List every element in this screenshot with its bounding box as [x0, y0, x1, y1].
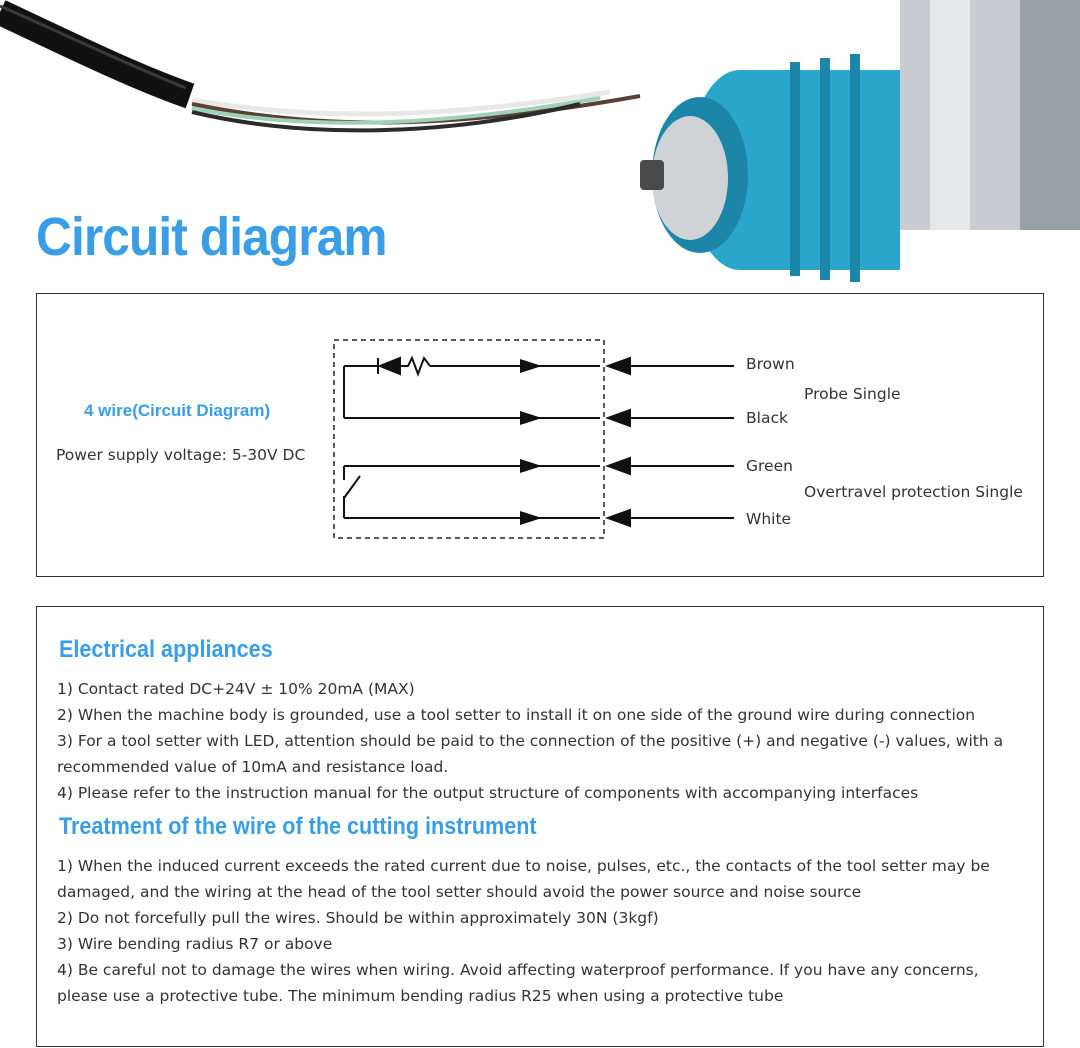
enclosure-outline: [334, 340, 604, 538]
treatment-item: 4) Be careful not to damage the wires when wiring. Avoid affecting waterproof performance. If you have any concerns, please use a protective tube. The minimum bending radius R25 when using a protective tube: [57, 961, 979, 1005]
cable-image: [0, 6, 640, 130]
diagram-subtitle: 4 wire(Circuit Diagram): [84, 401, 271, 420]
treatment-item: 3) Wire bending radius R7 or above: [57, 935, 333, 953]
treatment-item: 1) When the induced current exceeds the rated current due to noise, pulses, etc., the contacts of the tool setter may be damaged, and the wiring at the head of the tool setter should avoid the power source and noise source: [57, 857, 990, 901]
electrical-heading: Electrical appliances: [59, 636, 273, 663]
overtravel-switch: [344, 466, 600, 518]
circuit-schematic: [320, 330, 760, 550]
treatment-item: 2) Do not forcefully pull the wires. Should be within approximately 30N (3kgf): [57, 909, 659, 927]
wire-label-green: Green: [746, 457, 793, 475]
wire-label-white: White: [746, 510, 792, 528]
probe-circuit: [344, 358, 600, 418]
tool-setter-image: [640, 0, 1080, 282]
connector-arrows: [608, 358, 734, 526]
electrical-item: 4) Please refer to the instruction manual for the output structure of components with accompanying interfaces: [57, 784, 919, 802]
electrical-item: 2) When the machine body is grounded, use a tool setter to install it on one side of the ground wire during connection: [57, 706, 976, 724]
electrical-item: 1) Contact rated DC+24V ± 10% 20mA (MAX): [57, 680, 415, 698]
treatment-heading: Treatment of the wire of the cutting instrument: [59, 813, 537, 840]
wire-arrows: [520, 359, 542, 525]
power-supply-note: Power supply voltage: 5-30V DC: [56, 446, 306, 464]
page-title: Circuit diagram: [36, 207, 387, 267]
wire-label-brown: Brown: [746, 355, 795, 373]
electrical-item: 3) For a tool setter with LED, attention should be paid to the connection of the positive (+) and negative (-) values, with a recommended value of 10mA and resistance load.: [57, 732, 1004, 776]
group-label-probe: Probe Single: [804, 385, 901, 403]
group-label-overtravel: Overtravel protection Single: [804, 483, 1023, 501]
wire-label-black: Black: [746, 409, 788, 427]
